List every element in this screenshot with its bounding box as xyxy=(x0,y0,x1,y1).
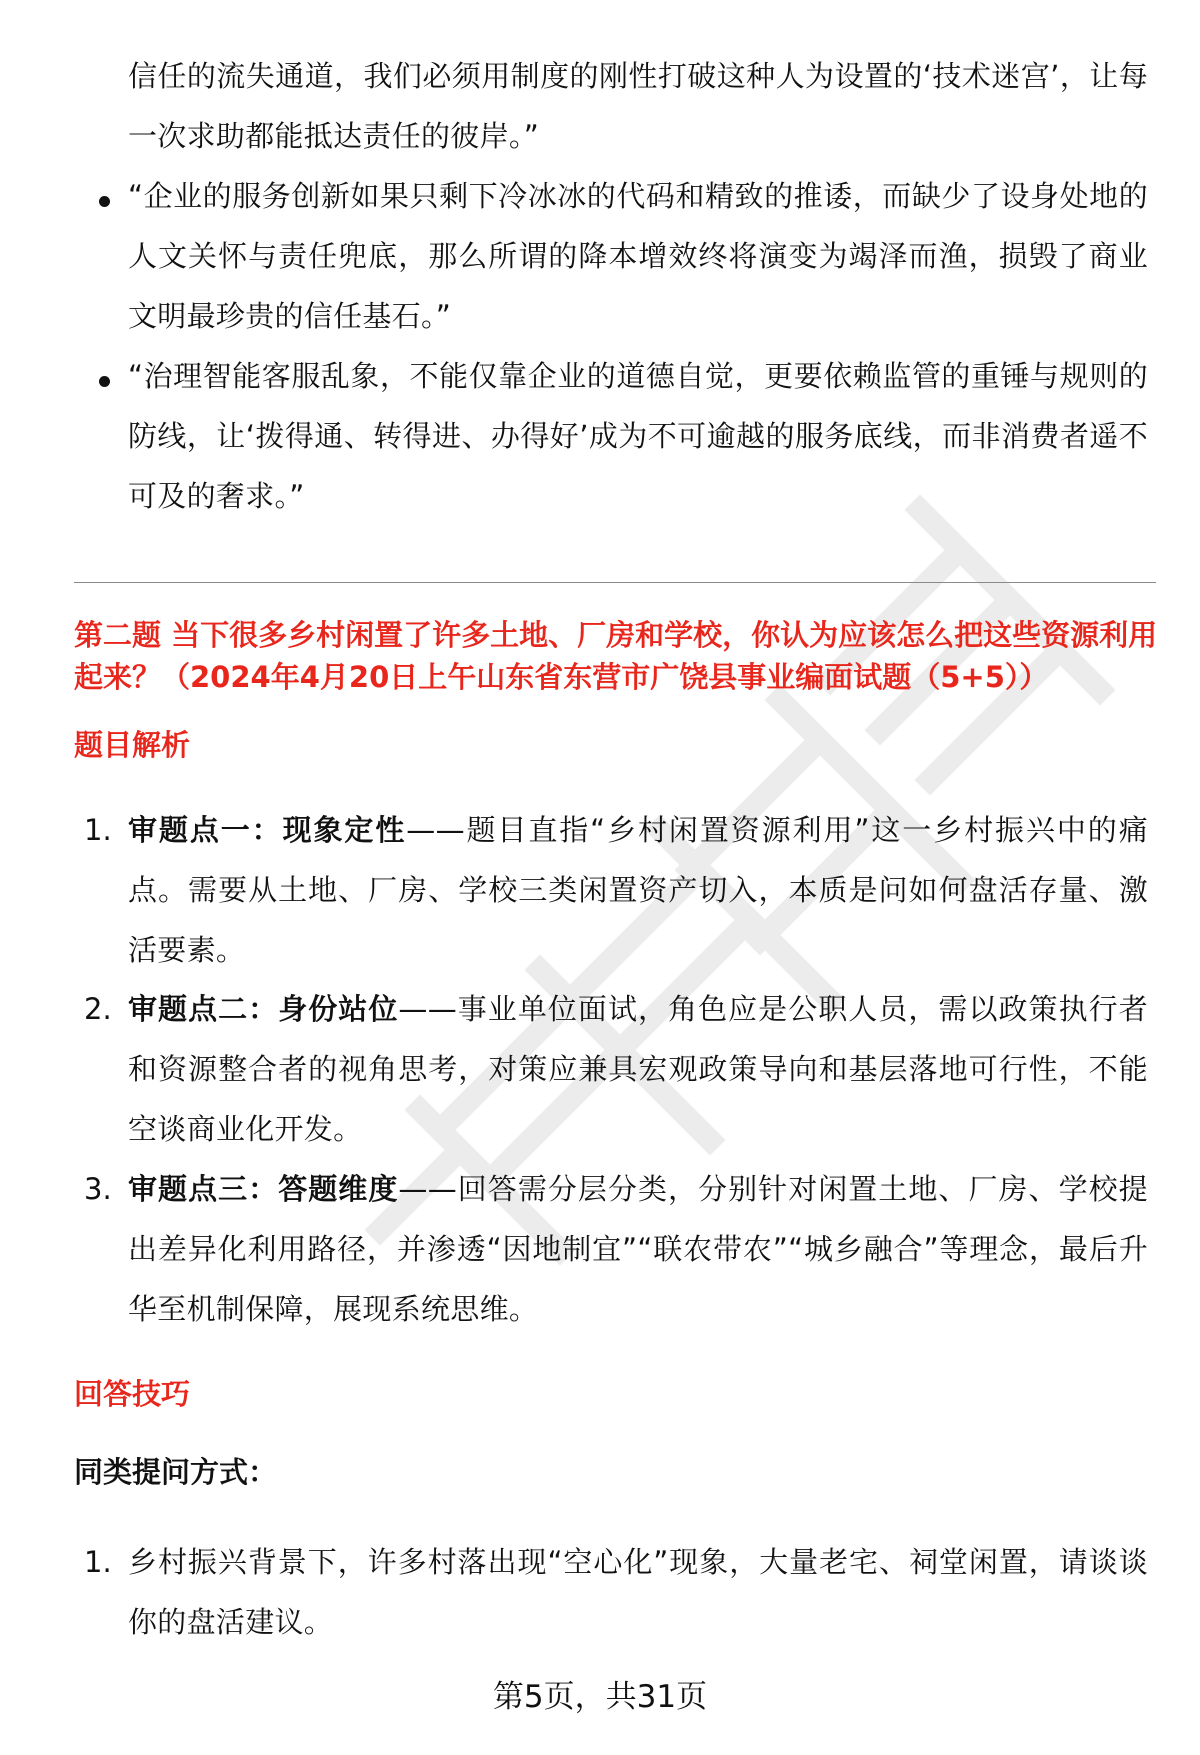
skills-heading: 回答技巧 xyxy=(74,1377,191,1411)
quote-text: “企业的服务创新如果只剩下冷冰冰的代码和精致的推诿，而缺少了设身处地的人文关怀与责任兜底，那么所谓的降本增效终将演变为竭泽而渔，损毁了商业文明最珍贵的信任基石。” xyxy=(128,179,1148,333)
quote-text: “治理智能客服乱象，不能仅靠企业的道德自觉，更要依赖监管的重锤与规则的防线，让‘拨得通、转得进、办得好’成为不可逾越的服务底线，而非消费者遥不可及的奢求。” xyxy=(128,359,1148,513)
bullet-icon xyxy=(99,196,110,207)
item-number: 2. xyxy=(84,992,112,1026)
item-number: 1. xyxy=(84,813,112,847)
item-label: 审题点三：答题维度 xyxy=(128,1172,399,1206)
item-text xyxy=(128,979,1148,1159)
item-text xyxy=(128,1159,1148,1339)
section-divider xyxy=(74,582,1156,583)
item-body: ——事业单位面试，角色应是公职人员，需以政策执行者和资源整合者的视角思考，对策应兼具宏观政策导向和基层落地可行性，不能空谈商业化开发。 xyxy=(128,992,1148,1146)
question-title: 第二题 当下很多乡村闲置了许多土地、厂房和学校，你认为应该怎么把这些资源利用起来？（2024年4月20日上午山东省东营市广饶县事业编面试题（5+5）） xyxy=(74,618,1158,694)
continued-quote-text: 信任的流失通道，我们必须用制度的刚性打破这种人为设置的‘技术迷宫’，让每一次求助都能抵达责任的彼岸。” xyxy=(128,59,1148,153)
item-number: 3. xyxy=(84,1172,112,1206)
similar-heading: 同类提问方式： xyxy=(74,1455,278,1489)
item-label: 审题点一：现象定性 xyxy=(128,813,407,847)
bullet-icon xyxy=(99,376,110,387)
item-label: 审题点二：身份站位 xyxy=(128,992,399,1026)
page-footer: 第5页，共31页 xyxy=(492,1679,708,1715)
item-text xyxy=(128,800,1148,980)
item-number: 1. xyxy=(84,1545,112,1579)
item-text: 乡村振兴背景下，许多村落出现“空心化”现象，大量老宅、祠堂闲置，请谈谈你的盘活建议。 xyxy=(128,1545,1148,1639)
item-body: ——回答需分层分类，分别针对闲置土地、厂房、学校提出差异化利用路径，并渗透“因地制宜”“联农带农”“城乡融合”等理念，最后升华至机制保障，展现系统思维。 xyxy=(128,1172,1148,1326)
analysis-heading: 题目解析 xyxy=(74,728,191,762)
item-body: ——题目直指“乡村闲置资源利用”这一乡村振兴中的痛点。需要从土地、厂房、学校三类闲置资产切入，本质是问如何盘活存量、激活要素。 xyxy=(128,813,1148,967)
